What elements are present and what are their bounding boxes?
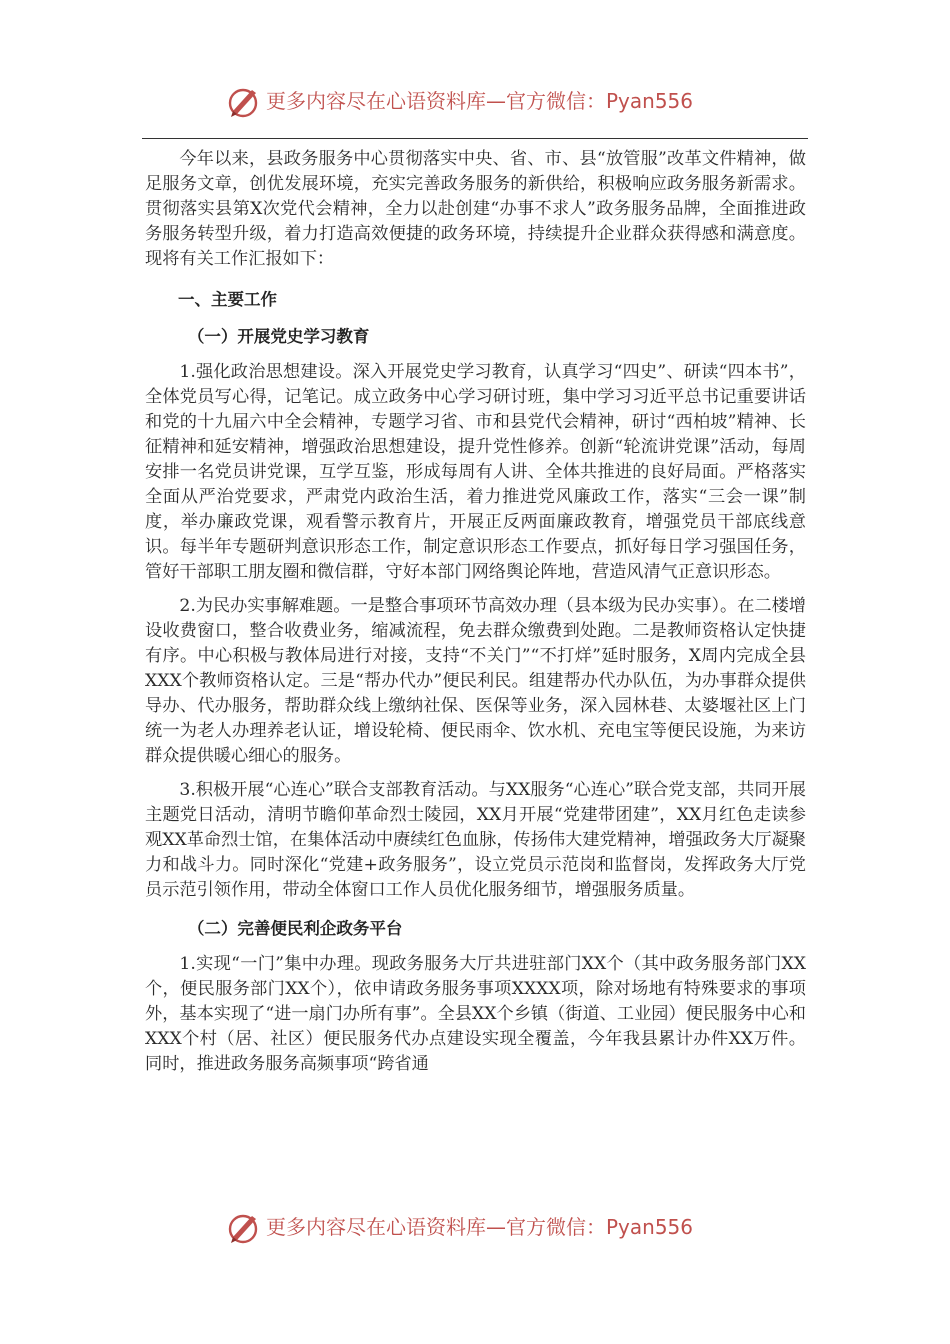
watermark-text: 更多内容尽在心语资料库—官方微信：Pyan556 bbox=[266, 89, 694, 113]
intro-paragraph: 今年以来，县政务服务中心贯彻落实中央、省、市、县“放管服”改革文件精神，做足服务文章，创优发展环境，充实完善政务服务的新供给，积极响应政务服务新需求。贯彻落实县第X次党代会精神，全力以赴创建“办事不求人”政务服务品牌，全面推进政务服务转型升级，着力打造高效便捷的政务环境，持续提升企业群众获得感和满意度。现将有关工作汇报如下： bbox=[145, 149, 806, 269]
subsection-heading: （二）完善便民利企政务平台 bbox=[187, 919, 403, 938]
document-body bbox=[145, 147, 806, 1077]
pen-circle-logo-icon bbox=[226, 1210, 262, 1246]
paragraph: 1.实现“一门”集中办理。现政务服务大厅共进驻部门XX个（其中政务服务部门XX个，便民服务部门XX个），依申请政务服务事项XXXX项，除对场地有特殊要求的事项外，基本实现了“进一扇门办所有事”。全县XX个乡镇（街道、工业园）便民服务中心和XXX个村（居、社区）便民服务代办点建设实现全覆盖，今年我县累计办件XX万件。同时，推进政务服务高频事项“跨省通 bbox=[145, 954, 806, 1074]
subsection-heading: （一）开展党史学习教育 bbox=[187, 327, 370, 346]
header-divider bbox=[142, 138, 808, 139]
watermark-text: 更多内容尽在心语资料库—官方微信：Pyan556 bbox=[266, 1215, 694, 1239]
paragraph: 3.积极开展“心连心”联合支部教育活动。与XX服务“心连心”联合党支部，共同开展主题党日活动，清明节瞻仰革命烈士陵园，XX月开展“党建带团建”，XX月红色走读参观XX革命烈士馆，在集体活动中赓续红色血脉，传扬伟大建党精神，增强政务大厅凝聚力和战斗力。同时深化“党建+政务服务”，设立党员示范岗和监督岗，发挥政务大厅党员示范引领作用，带动全体窗口工作人员优化服务细节，增强服务质量。 bbox=[145, 780, 806, 900]
paragraph: 1.强化政治思想建设。深入开展党史学习教育，认真学习“四史”、研读“四本书”，全体党员写心得，记笔记。成立政务中心学习研讨班，集中学习习近平总书记重要讲话和党的十九届六中全会精神，专题学习省、市和县党代会精神，研讨“西柏坡”精神、长征精神和延安精神，增强政治思想建设，提升党性修养。创新“轮流讲党课”活动，每周安排一名党员讲党课，互学互鉴，形成每周有人讲、全体共推进的良好局面。严格落实全面从严治党要求，严肃党内政治生活，着力推进党风廉政工作，落实“三会一课”制度，举办廉政党课，观看警示教育片，开展正反两面廉政教育，增强党员干部底线意识。每半年专题研判意识形态工作，制定意识形态工作要点，抓好每日学习强国任务，管好干部职工朋友圈和微信群，守好本部门网络舆论阵地，营造风清气正意识形态。 bbox=[145, 362, 806, 582]
footer-watermark bbox=[0, 1208, 950, 1248]
header-watermark bbox=[0, 82, 950, 122]
section-heading: 一、主要工作 bbox=[178, 290, 277, 309]
pen-circle-logo-icon bbox=[226, 84, 262, 120]
paragraph: 2.为民办实事解难题。一是整合事项环节高效办理（县本级为民办实事）。在二楼增设收费窗口，整合收费业务，缩减流程，免去群众缴费到处跑。二是教师资格认定快捷有序。中心积极与教体局进行对接，支持“不关门”“不打烊”延时服务，X周内完成全县XXX个教师资格认定。三是“帮办代办”便民利民。组建帮办代办队伍，为办事群众提供导办、代办服务，帮助群众线上缴纳社保、医保等业务，深入园林巷、太婆堰社区上门统一为老人办理养老认证，增设轮椅、便民雨伞、饮水机、充电宝等便民设施，为来访群众提供暖心细心的服务。 bbox=[145, 596, 806, 766]
